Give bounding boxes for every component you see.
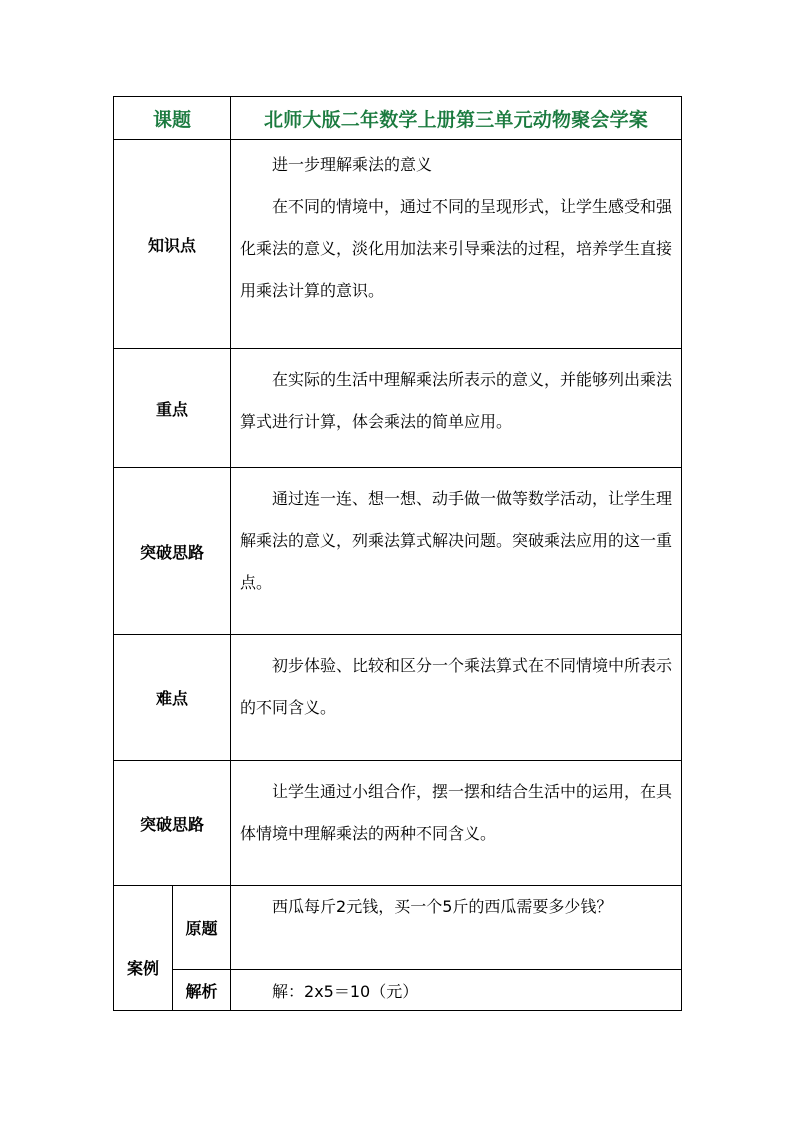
section-content-approach-1: [231, 468, 682, 635]
section-row-approach-2: [114, 761, 682, 886]
section-row-approach-1: [114, 468, 682, 635]
section-label-difficulty: 难点: [114, 635, 231, 761]
paragraph: 在实际的生活中理解乘法所表示的意义，并能够列出乘法算式进行计算，体会乘法的简单应用。: [240, 370, 673, 431]
section-label-approach-2: 突破思路: [114, 761, 231, 886]
section-row-difficulty: [114, 635, 682, 761]
paragraph: 通过连一连、想一想、动手做一做等数学活动，让学生理解乘法的意义，列乘法算式解决问题。突破乘法应用的这一重点。: [240, 489, 673, 592]
case-label: 案例: [114, 886, 173, 1011]
case-row-problem: [114, 886, 682, 970]
paragraph: 初步体验、比较和区分一个乘法算式在不同情境中所表示的不同含义。: [240, 656, 673, 717]
title-row: [114, 97, 682, 140]
problem-text-cell: [231, 886, 682, 970]
paragraph: 让学生通过小组合作，摆一摆和结合生活中的运用，在具体情境中理解乘法的两种不同含义。: [240, 782, 673, 843]
solution-text: 解：2x5＝10（元）: [272, 981, 419, 1001]
topic-label: 课题: [114, 97, 231, 140]
section-content-approach-2: [231, 761, 682, 886]
section-label-knowledge: 知识点: [114, 140, 231, 349]
section-row-knowledge: [114, 140, 682, 349]
solution-text-cell: [231, 970, 682, 1011]
section-label-key-point: 重点: [114, 349, 231, 468]
paragraph: 进一步理解乘法的意义: [272, 155, 433, 174]
problem-text: 西瓜每斤2元钱，买一个5斤的西瓜需要多少钱？: [272, 897, 613, 916]
section-content-knowledge: [231, 140, 682, 349]
section-content-difficulty: [231, 635, 682, 761]
section-label-approach-1: 突破思路: [114, 468, 231, 635]
section-row-key-point: [114, 349, 682, 468]
lesson-plan-table: [113, 96, 682, 1011]
lesson-title: 北师大版二年数学上册第三单元动物聚会学案: [231, 97, 682, 140]
case-row-solution: [114, 970, 682, 1011]
paragraph: 在不同的情境中，通过不同的呈现形式，让学生感受和强化乘法的意义，淡化用加法来引导乘法的过程，培养学生直接用乘法计算的意识。: [240, 197, 673, 300]
problem-label: 原题: [173, 886, 231, 970]
solution-label: 解析: [173, 970, 231, 1011]
section-content-key-point: [231, 349, 682, 468]
